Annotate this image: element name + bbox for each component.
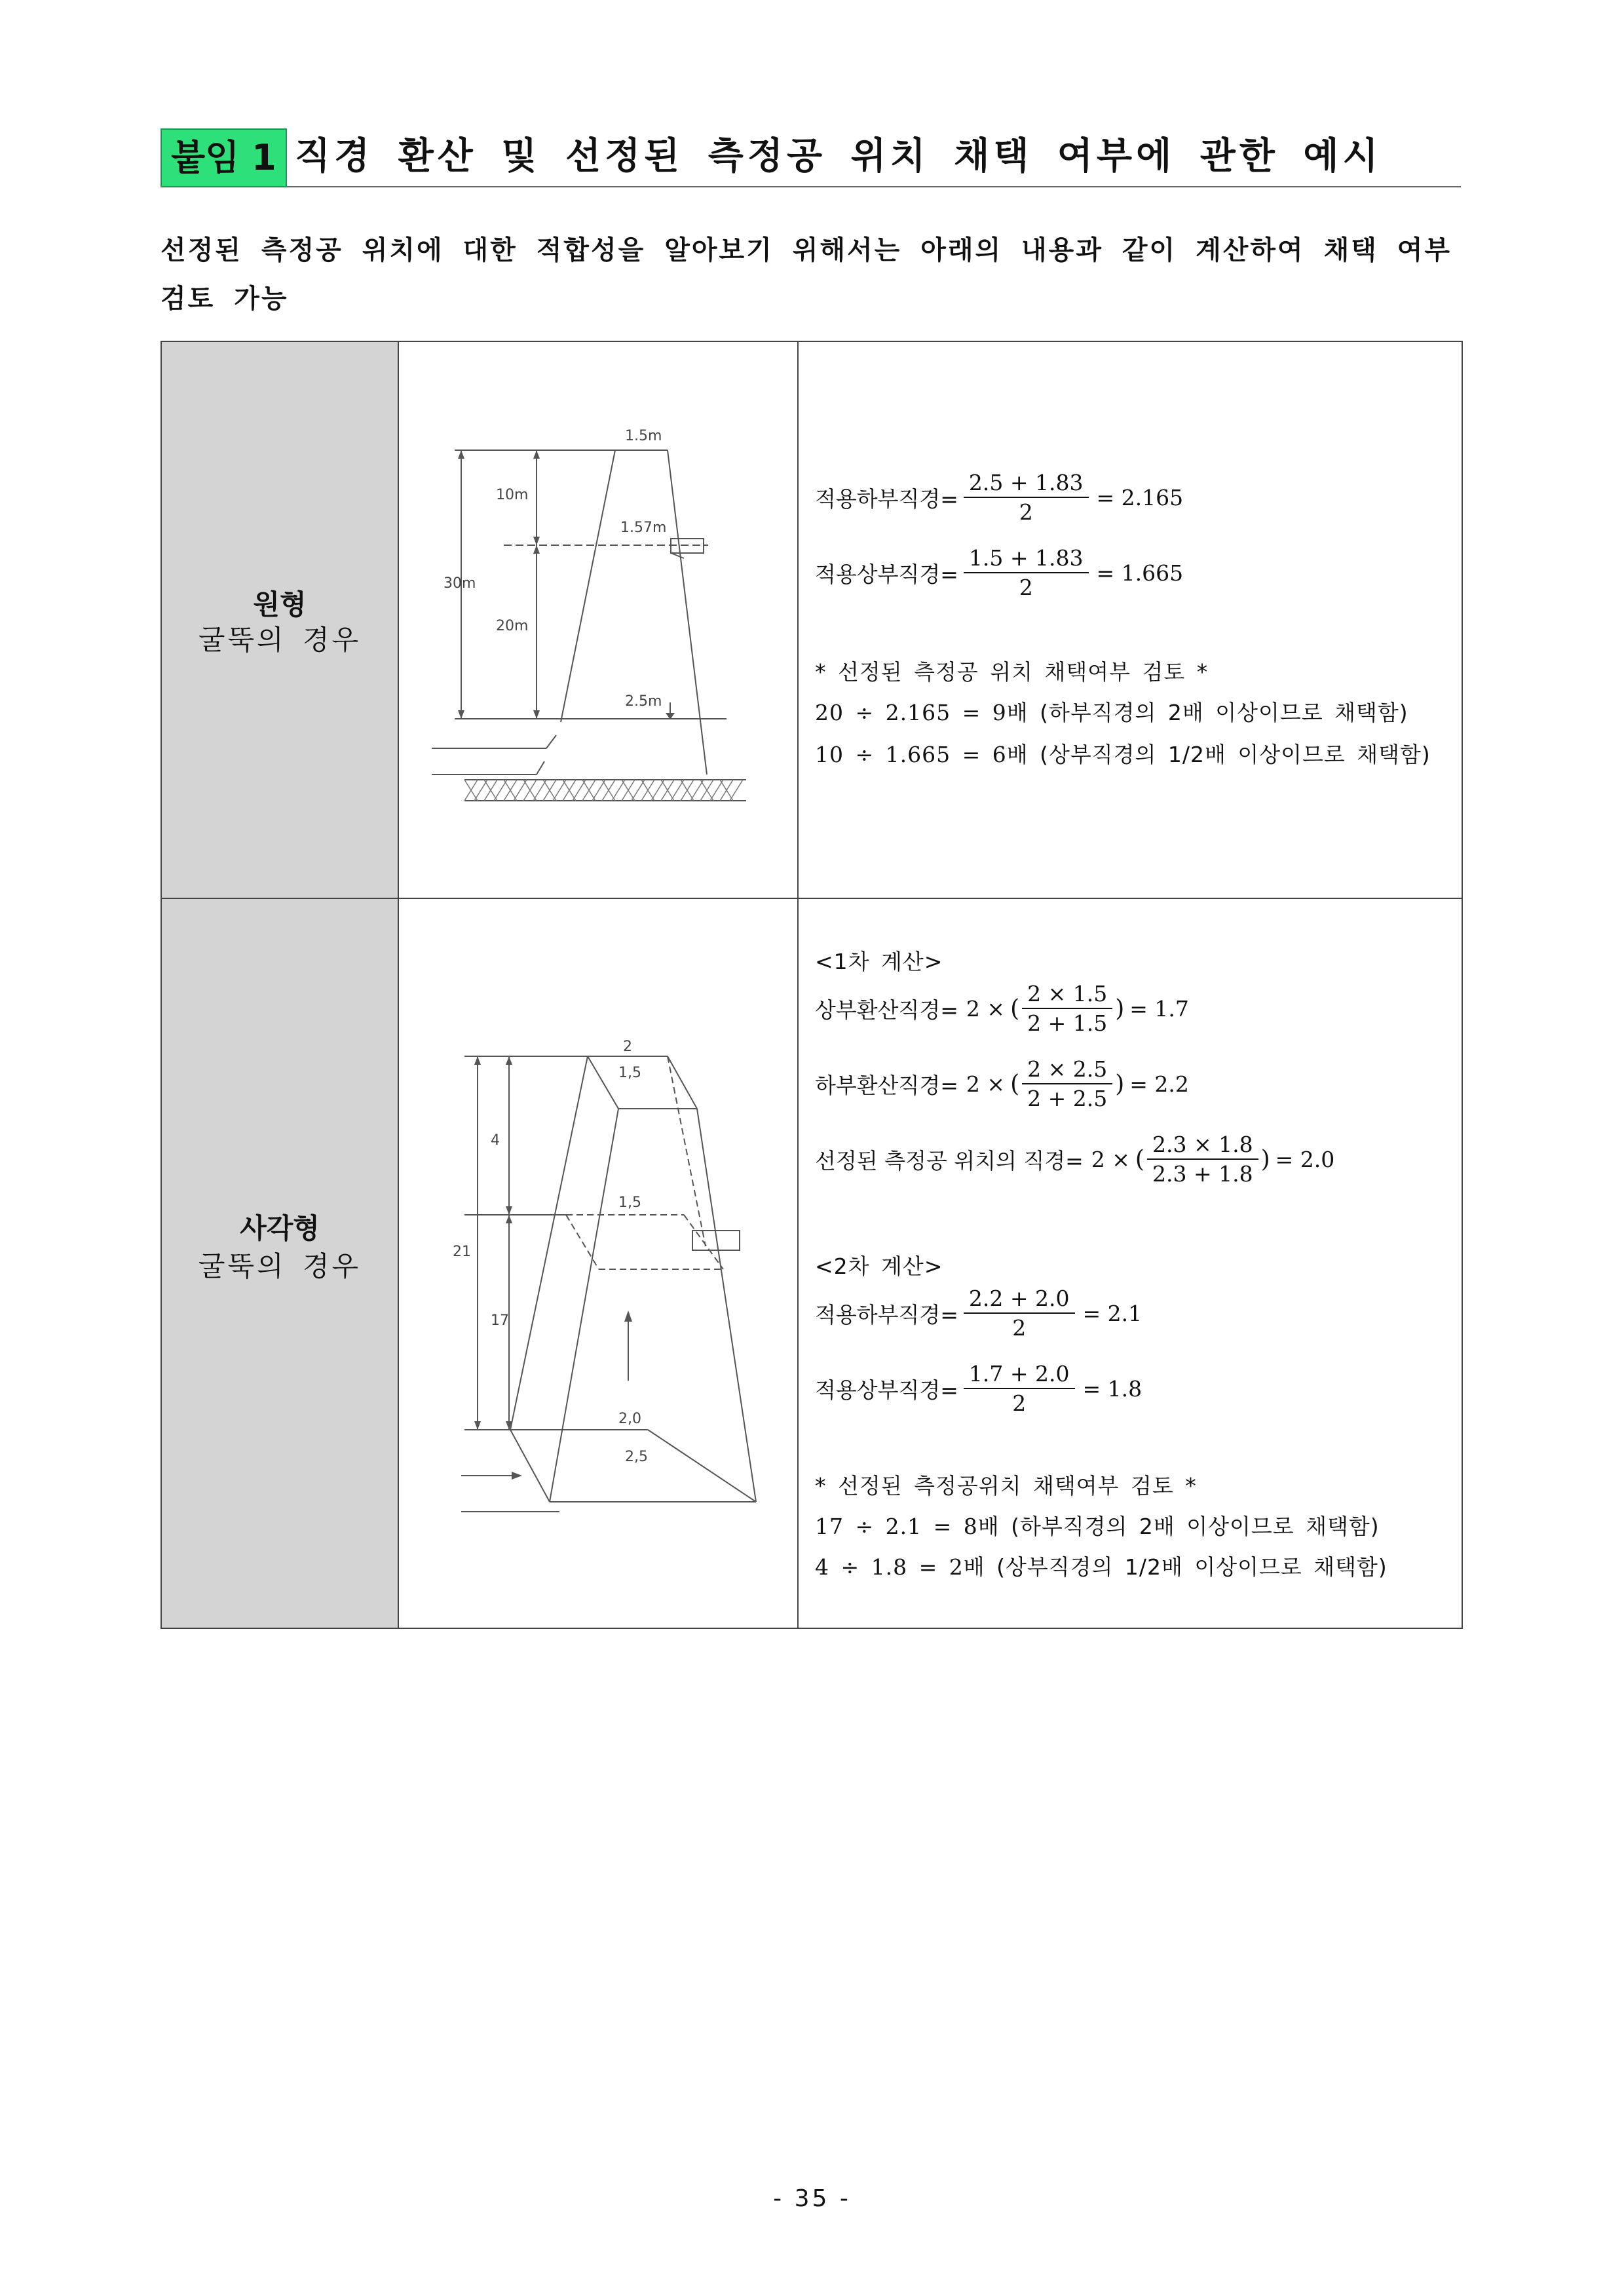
- circular-review-title: * 선정된 측정공 위치 채택여부 검토 *: [815, 659, 1209, 685]
- dim-bottom-a: 2,0: [618, 1411, 641, 1427]
- dim-upper-height: 10m: [496, 487, 529, 503]
- square-formula-lower: 적용하부직경= $\frac{2.2 + 2.0}{2}$ = 2.1: [815, 1286, 1142, 1341]
- square-check-upper: 4 ÷ 1.8 = 2배 (상부직경의 1/2배 이상이므로 채택함): [815, 1554, 1388, 1580]
- square-check-lower: 17 ÷ 2.1 = 8배 (하부직경의 2배 이상이므로 채택함): [815, 1514, 1380, 1539]
- square-figure-cell: [399, 899, 799, 1628]
- square-formula-port-diameter: 선정된 측정공 위치의 직경= 2 × ( $\frac{2.3 \times 1.8}{2.3 + 1.8}$ ) = 2.0: [815, 1132, 1335, 1187]
- dim-top-b: 1,5: [618, 1065, 641, 1081]
- formula-numerator: 2.5 + 1.83: [964, 470, 1089, 498]
- square-formula-upper-equiv: 상부환산직경= 2 × ( $\frac{2 \times 1.5}{2 + 1.5}$ ) = 1.7: [815, 981, 1189, 1036]
- circular-formula-lower: [815, 470, 1188, 525]
- page-title: 직경 환산 및 선정된 측정공 위치 채택 여부에 관한 예시: [295, 135, 1382, 178]
- circular-label-sub: 굴뚝의 경우: [198, 624, 362, 656]
- square-calc-cell: [799, 899, 1462, 1628]
- square-label-main: 사각형: [240, 1212, 320, 1244]
- formula-numerator: 1.5 + 1.83: [964, 545, 1089, 573]
- circular-check-upper: 10 ÷ 1.665 = 6배 (상부직경의 1/2배 이상이므로 채택함): [815, 742, 1431, 767]
- dim-lower-height: 20m: [496, 618, 529, 634]
- formula-label: 적용상부직경=: [815, 561, 958, 587]
- page-heading: [161, 128, 1461, 187]
- intro-line-2: 검토 가능: [161, 284, 289, 314]
- dim-top-width: 1.5m: [625, 428, 662, 444]
- circular-calc-cell: [799, 342, 1462, 899]
- dim-lower-height: 17: [491, 1312, 509, 1329]
- square-label-sub: 굴뚝의 경우: [198, 1250, 362, 1282]
- formula-result: = 1.665: [1096, 560, 1184, 586]
- dim-mid-width: 1,5: [618, 1195, 641, 1211]
- example-table: [161, 341, 1463, 1629]
- square-formula-upper: 적용상부직경= $\frac{1.7 + 2.0}{2}$ = 1.8: [815, 1361, 1142, 1416]
- formula-denominator: 2: [1019, 575, 1033, 600]
- calc1-title: <1차 계산>: [815, 949, 943, 974]
- dim-top-a: 2: [623, 1039, 632, 1055]
- dim-total-height: 30m: [444, 575, 476, 592]
- page-number: - 35 -: [773, 2185, 851, 2212]
- circular-figure-cell: [399, 342, 799, 899]
- dim-mid-width: 1.57m: [620, 520, 667, 536]
- intro-paragraph: [161, 226, 1461, 323]
- intro-line-1: 선정된 측정공 위치에 대한 적합성을 알아보기 위해서는 아래의 내용과 같이 계산하여 채택 여부: [161, 235, 1452, 265]
- circular-label-cell: [162, 342, 399, 899]
- formula-result: = 2.165: [1096, 484, 1184, 510]
- calc2-title: <2차 계산>: [815, 1253, 943, 1279]
- dim-bottom-width: 2.5m: [625, 693, 662, 710]
- square-formula-lower-equiv: 하부환산직경= 2 × ( $\frac{2 \times 2.5}{2 + 2.5}$ ) = 2.2: [815, 1056, 1189, 1111]
- dim-bottom-b: 2,5: [625, 1449, 648, 1465]
- circular-formula-upper: [815, 545, 1188, 600]
- square-label-cell: [162, 899, 399, 1628]
- appendix-badge: 붙임 1: [161, 128, 287, 187]
- formula-label: 적용하부직경=: [815, 486, 958, 512]
- square-chimney-diagram: [399, 899, 796, 1625]
- circular-chimney-diagram: [399, 342, 796, 896]
- dim-total-height: 21: [453, 1244, 471, 1260]
- circular-label-main: 원형: [253, 588, 307, 621]
- circular-check-lower: 20 ÷ 2.165 = 9배 (하부직경의 2배 이상이므로 채택함): [815, 700, 1408, 725]
- formula-denominator: 2: [1019, 499, 1033, 525]
- square-review-title: * 선정된 측정공위치 채택여부 검토 *: [815, 1473, 1197, 1499]
- dim-upper-height: 4: [491, 1132, 500, 1149]
